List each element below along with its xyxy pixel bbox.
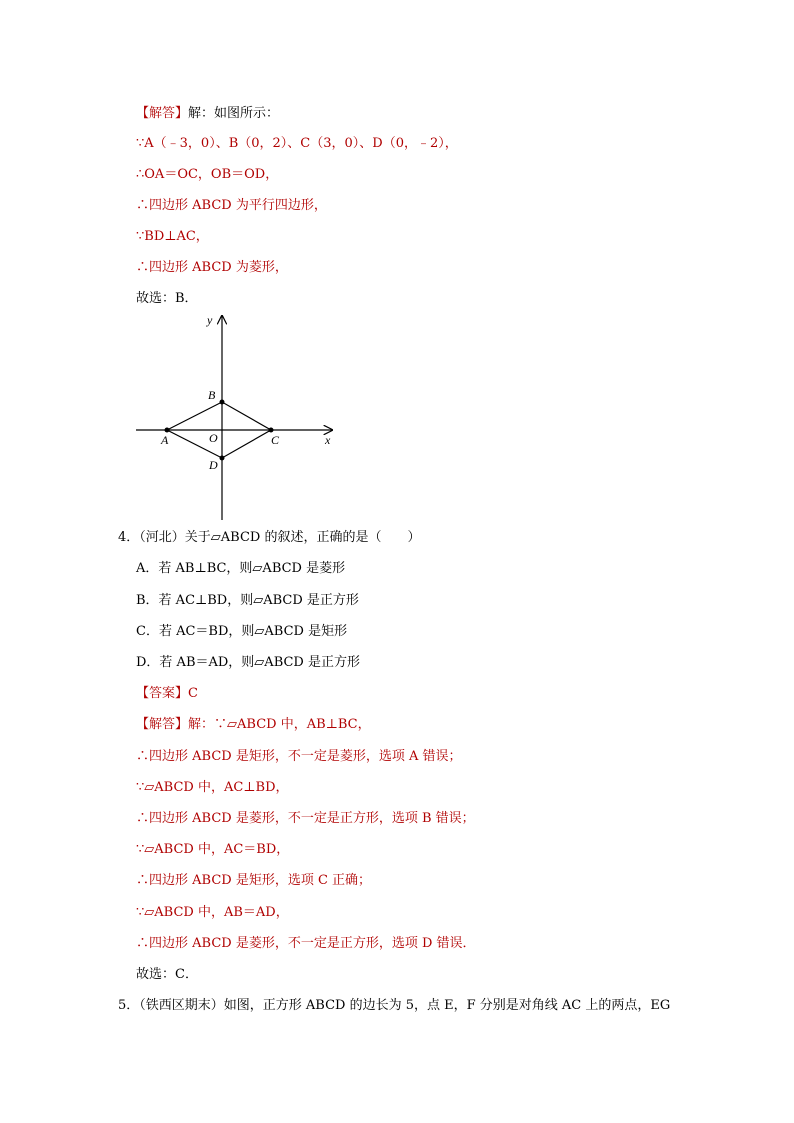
solution-header [136,105,279,123]
point-b [220,400,225,405]
option-d: D．若 AB＝AD，则▱ABCD 是正方形 [136,655,360,670]
label-d: D [209,458,218,472]
label-b: B [208,388,216,402]
solution-line: ∴四边形 ABCD 是矩形，不一定是菱形，选项 A 错误； [136,749,462,764]
answer-line [136,685,198,703]
solution-choice: 故选：B． [136,291,198,306]
solution-line: ∴OA＝OC，OB＝OD， [136,167,279,182]
solution-line: ∴四边形 ABCD 是菱形，不一定是正方形，选项 D 错误． [136,936,476,951]
solution-tag: 【解答】 [136,106,189,121]
label-c: C [271,433,280,447]
solution-line: ∴四边形 ABCD 是菱形，不一定是正方形，选项 B 错误； [136,811,475,826]
solution-first-line: 解：∵▱ABCD 中，AB⊥BC， [188,717,371,732]
rhombus-figure [134,312,344,522]
solution-line: ∵▱ABCD 中，AC＝BD， [136,842,290,857]
solution-line: ∵A（﹣3，0）、B（0，2）、C（3，0）、D（0，﹣2）， [136,136,458,151]
question-4-stem: 4．（河北）关于▱ABCD 的叙述，正确的是（ ） [118,530,421,545]
label-a: A [161,433,169,447]
solution-tag: 【解答】 [136,717,189,732]
solution-intro: 解：如图所示： [188,106,280,121]
option-c: C．若 AC＝BD，则▱ABCD 是矩形 [136,624,348,639]
answer-tag: 【答案】 [136,686,189,701]
solution-line: ∵▱ABCD 中，AB＝AD， [136,905,289,920]
option-a: A．若 AB⊥BC，则▱ABCD 是菱形 [136,561,346,576]
solution-line: ∴四边形 ABCD 是矩形，选项 C 正确； [136,873,372,888]
y-axis-label: y [207,313,213,327]
solution-line: ∴四边形 ABCD 为菱形， [136,260,288,275]
question-5-stem: 5．（铁西区期末）如图，正方形 ABCD 的边长为 5，点 E，F 分别是对角线 AC 上的两点，EG [118,998,671,1013]
solution-4-header [136,716,371,734]
option-b: B．若 AC⊥BD，则▱ABCD 是正方形 [136,593,359,608]
solution-choice: 故选：C． [136,967,198,982]
point-a [165,428,170,433]
label-o: O [209,431,218,445]
point-d [220,456,225,461]
x-axis-label: x [325,433,331,447]
point-c [269,428,274,433]
solution-line: ∴四边形 ABCD 为平行四边形， [136,198,327,213]
solution-line: ∵BD⊥AC， [136,229,209,244]
solution-line: ∵▱ABCD 中，AC⊥BD， [136,780,289,795]
answer-value: C [188,686,198,701]
